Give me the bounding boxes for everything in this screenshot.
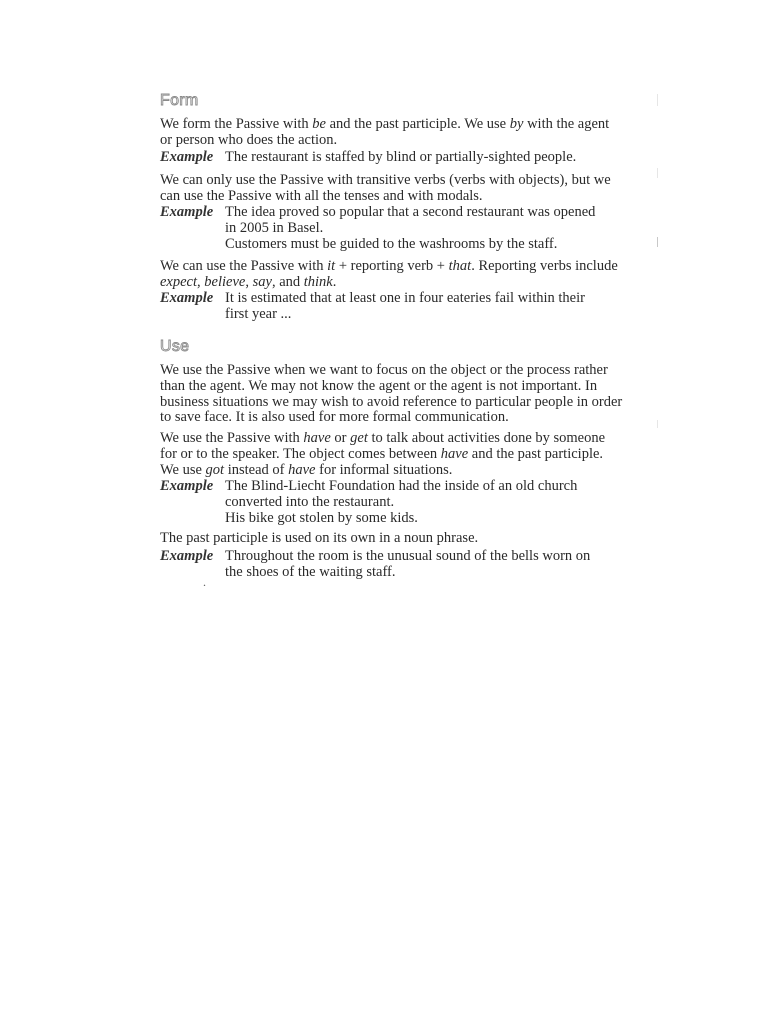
- example-label: Example: [160, 149, 214, 165]
- example-line: converted into the restaurant.: [225, 493, 395, 510]
- example-line: It is estimated that at least one in four eateries fail within their: [225, 290, 585, 306]
- example-line: The Blind-Liecht Foundation had the inside of an old church: [225, 478, 578, 494]
- form-paragraph-3: [160, 259, 630, 291]
- use-p2-line-3: We use got instead of have for informal situations.: [160, 461, 453, 478]
- form-p1-line-1: We form the Passive with be and the past participle. We use by with the agent: [160, 116, 610, 132]
- use-p3-line: The past participle is used on its own in a noun phrase.: [160, 530, 479, 546]
- use-p1-line: to save face. It is also used for more formal communication.: [160, 409, 509, 426]
- example-label: Example: [160, 290, 214, 306]
- use-p2-line-2: for or to the speaker. The object comes between have and the past participle.: [160, 445, 604, 462]
- scan-mark: [657, 168, 658, 178]
- form-paragraph-2: [160, 173, 630, 205]
- example-line: Customers must be guided to the washrooms by the staff.: [225, 235, 558, 252]
- example-lines: [225, 205, 595, 252]
- example-label: Example: [160, 204, 214, 220]
- form-heading: Form: [160, 92, 199, 109]
- use-paragraph-1: [160, 363, 630, 426]
- example-lines: [225, 479, 577, 526]
- form-p2-line-1: We can only use the Passive with transitive verbs (verbs with objects), but we: [160, 172, 611, 188]
- use-paragraph-2: [160, 431, 630, 478]
- use-p2-line-1: We use the Passive with have or get to talk about activities done by someone: [160, 430, 606, 446]
- example-line: The restaurant is staffed by blind or partially-sighted people.: [225, 149, 577, 165]
- scan-speck: .: [203, 575, 206, 589]
- form-p2-line-2: can use the Passive with all the tenses and with modals.: [160, 187, 483, 204]
- form-p1-line-2: or person who does the action.: [160, 131, 338, 148]
- scan-mark: [657, 420, 658, 428]
- example-line: Throughout the room is the unusual sound of the bells worn on: [225, 548, 591, 564]
- example-line: His bike got stolen by some kids.: [225, 509, 418, 526]
- example-line: The idea proved so popular that a second restaurant was opened: [225, 204, 596, 220]
- example-line: in 2005 in Basel.: [225, 219, 324, 236]
- example-lines: [225, 291, 585, 323]
- example-lines: [225, 150, 576, 166]
- use-p1-line: We use the Passive when we want to focus on the object or the process rather: [160, 362, 608, 378]
- form-p3-line-2: expect, believe, say, and think.: [160, 273, 337, 290]
- example-line: the shoes of the waiting staff.: [225, 563, 396, 580]
- use-paragraph-3: [160, 531, 630, 547]
- example-line: first year ...: [225, 305, 292, 322]
- scan-mark: [657, 94, 658, 106]
- use-heading: Use: [160, 338, 190, 355]
- example-label: Example: [160, 548, 214, 564]
- form-p3-line-1: We can use the Passive with it + reporting verb + that. Reporting verbs include: [160, 258, 618, 274]
- form-paragraph-1: [160, 117, 630, 149]
- example-label: Example: [160, 478, 214, 494]
- example-lines: [225, 549, 590, 581]
- use-p1-line: business situations we may wish to avoid reference to particular people in order: [160, 393, 623, 410]
- use-p1-line: than the agent. We may not know the agent or the agent is not important. In: [160, 377, 598, 394]
- scan-mark: [657, 237, 658, 247]
